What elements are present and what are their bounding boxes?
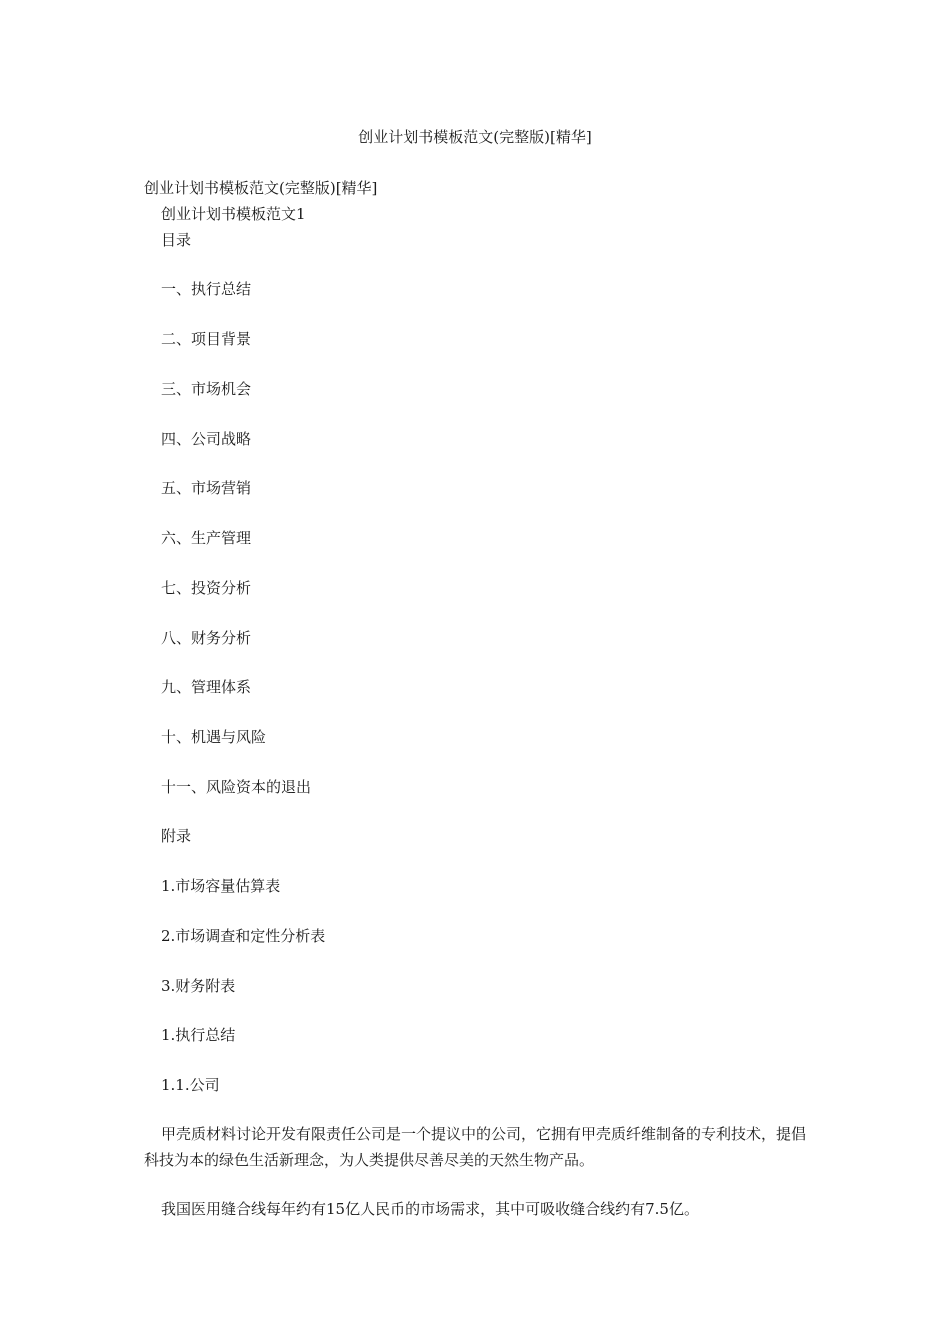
toc-item: 三、市场机会: [161, 380, 252, 398]
toc-item: 九、管理体系: [161, 678, 252, 696]
toc-item: 十、机遇与风险: [161, 728, 267, 746]
subsection-heading: 1.1.公司: [161, 1076, 220, 1094]
toc-item: 六、生产管理: [161, 529, 252, 547]
toc-item: 十一、风险资本的退出: [161, 778, 312, 796]
document-heading: 创业计划书模板范文(完整版)[精华]: [144, 179, 378, 197]
body-paragraph: 我国医用缝合线每年约有15亿人民币的市场需求，其中可吸收缝合线约有7.5亿。: [161, 1200, 699, 1218]
toc-label: 目录: [161, 231, 192, 249]
appendix-item: 1.市场容量估算表: [161, 877, 281, 895]
toc-item: 二、项目背景: [161, 330, 252, 348]
document-subheading: 创业计划书模板范文1: [161, 205, 306, 223]
appendix-label: 附录: [161, 827, 192, 845]
body-paragraph: 甲壳质材料讨论开发有限责任公司是一个提议中的公司，它拥有甲壳质纤维制备的专利技术，提倡科技为本的绿色生活新理念，为人类提供尽善尽美的天然生物产品。: [144, 1125, 807, 1169]
toc-item: 七、投资分析: [161, 579, 252, 597]
section-heading: 1.执行总结: [161, 1026, 236, 1044]
page-title: 创业计划书模板范文(完整版)[精华]: [358, 128, 592, 146]
appendix-item: 2.市场调查和定性分析表: [161, 927, 326, 945]
toc-item: 一、执行总结: [161, 280, 252, 298]
toc-item: 四、公司战略: [161, 430, 252, 448]
appendix-item: 3.财务附表: [161, 977, 236, 995]
toc-item: 八、财务分析: [161, 629, 252, 647]
toc-item: 五、市场营销: [161, 479, 252, 497]
